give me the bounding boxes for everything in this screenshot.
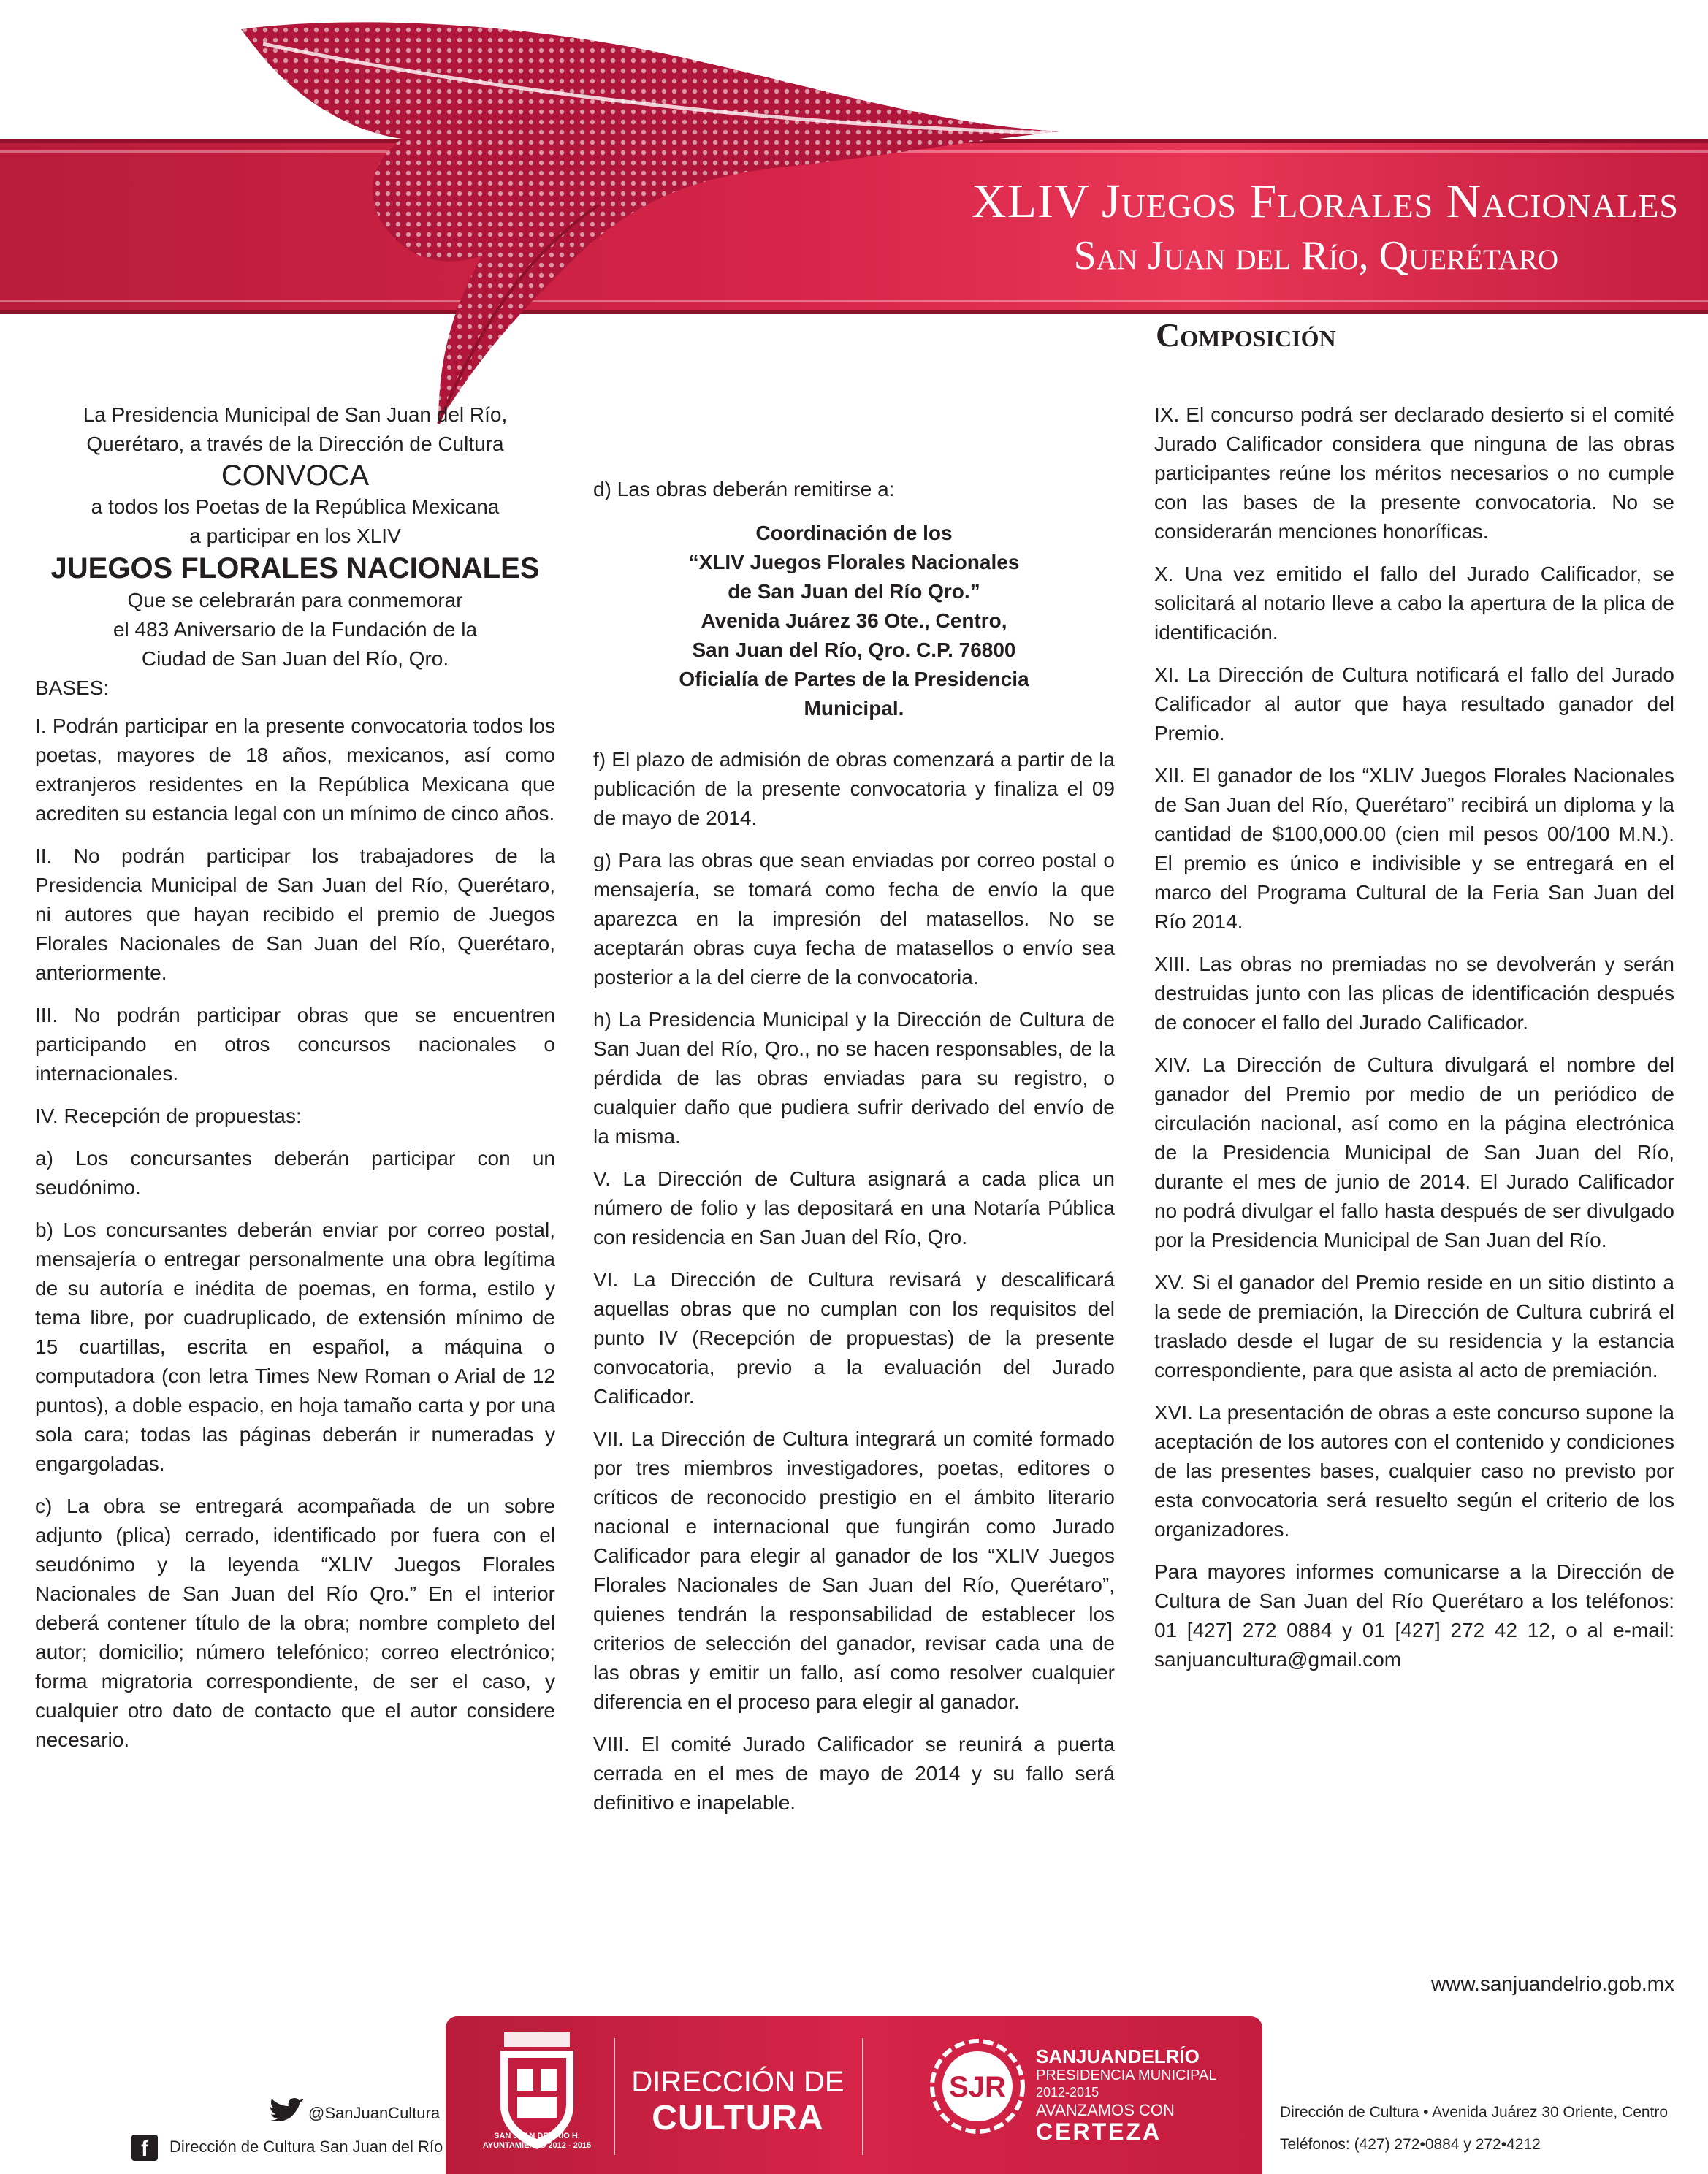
intro-line: el 483 Aniversario de la Fundación de la [113,618,478,641]
website-link[interactable]: www.sanjuandelrio.gob.mx [1430,1972,1674,1995]
twitter-handle[interactable]: @SanJuanCultura [308,2104,441,2122]
rule-paragraph: g) Para las obras que sean enviadas por correo postal o mensajería, se tomará como fecha de envío la que aparezca en la impresión del matasellos. No se aceptarán obras cuya fecha de matasellos o envío sea posterior a la del cierre de la convocatoria. [593,849,1115,988]
intro-line: Ciudad de San Juan del Río, Qro. [141,647,449,670]
footer-address: Dirección de Cultura • Avenida Juárez 30 Oriente, Centro [1280,2104,1669,2121]
rule-paragraph: II. No podrán participar los trabajadores de la Presidencia Municipal de San Juan del Río, Querétaro, ni autores que hayan recibido el premio de Juegos Florales Nacionales de San Juan del Río, Querétaro, anteriormente. [35,844,555,984]
intro-line: a participar en los XLIV [189,525,401,547]
address-line: “XLIV Juegos Florales Nacionales [688,551,1020,573]
column-3 [1154,400,1674,1687]
address-line: Avenida Juárez 36 Ote., Centro, [701,609,1007,632]
convoca-heading: CONVOCA [221,459,370,492]
intro-line: La Presidencia Municipal de San Juan del Río, [83,403,508,426]
sjr-slogan: AVANZAMOS CON [1036,2101,1175,2119]
rule-paragraph: a) Los concursantes deberán participar con un seudónimo. [35,1147,555,1199]
event-title: XLIV Juegos Florales Nacionales [972,175,1679,228]
address-line: de San Juan del Río Qro.” [728,580,980,603]
footer-phones: Teléfonos: (427) 272•0884 y 272•4212 [1280,2136,1541,2153]
rule-paragraph: I. Podrán participar en la presente convocatoria todos los poetas, mayores de 18 años, mexicanos, así como extranjeros residentes en la República Mexicana que acrediten su estancia legal con un mínimo de cinco años. [35,714,555,825]
address-line: Coordinación de los [755,522,953,544]
address-line: Municipal. [804,697,904,720]
event-location: San Juan del Río, Querétaro [1073,233,1558,278]
rule-paragraph: IV. Recepción de propuestas: [35,1105,302,1127]
sjr-subtitle: PRESIDENCIA MUNICIPAL [1036,2067,1217,2083]
sjr-slogan-bold: CERTEZA [1036,2118,1162,2145]
column-2 [593,475,1115,1831]
rule-paragraph: XVI. La presentación de obras a este concurso supone la aceptación de los autores con el contenido y condiciones de las presentes bases, cualquier caso no previsto por esta convocatoria será resuelto según el criterio de los organizadores. [1154,1401,1674,1541]
sjr-initials: SJR [949,2071,1006,2103]
contact-paragraph: Para mayores informes comunicarse a la Dirección de Cultura de San Juan del Río Querétaro a los teléfonos: 01 [427] 272 0884 y 01 [427] 272 42 12, o al e-mail: sanjuancultura@gmail.com [1154,1560,1674,1671]
crest-caption: SAN JUAN DEL RÍO H. AYUNTAMIENTO 2012 - 2015 [482,2132,592,2150]
section-title: Composición [1156,316,1336,354]
address-line: Oficialía de Partes de la Presidencia [679,668,1029,690]
rule-paragraph: XIV. La Dirección de Cultura divulgará el nombre del ganador del Premio por medio de un periódico de circulación nacional, así como en la página electrónica de la Presidencia Municipal de San Juan del Río, durante el mes de junio de 2014. El Jurado Calificador no podrá divulgar el fallo hasta después de ser divulgado por la Presidencia Municipal de San Juan del Río. [1154,1053,1674,1251]
rule-paragraph: h) La Presidencia Municipal y la Dirección de Cultura de San Juan del Río, Qro., no se hacen responsables, de la pérdida de las obras enviadas para su registro, o cualquier daño que pudiera sufrir derivado del envío de la misma. [593,1008,1115,1148]
sjr-name: SANJUANDELRÍO [1036,2045,1200,2067]
rule-paragraph: c) La obra se entregará acompañada de un sobre adjunto (plica) cerrado, identificado por fuera con el seudónimo y la leyenda “XLIV Juegos Florales Nacionales de San Juan del Río Qro.” En el interior deberá contener título de la obra; nombre completo del autor; domicilio; número telefónico; correo electrónico; forma migratoria correspondiente, de ser el caso, y cualquier otro dato de contacto que el autor considere necesario. [35,1495,555,1751]
rule-paragraph: X. Una vez emitido el fallo del Jurado Calificador, se solicitará al notario lleve a cabo la apertura de la plica de identificación. [1154,562,1674,644]
rule-paragraph: XII. El ganador de los “XLIV Juegos Florales Nacionales de San Juan del Río, Querétaro” recibirá un diploma y la cantidad de $100,000.00 (cien mil pesos 00/100 M.N.). El premio es único e indivisible y se entregará en el marco del Programa Cultural de la Feria San Juan del Río 2014. [1154,764,1674,933]
intro-line: Que se celebrarán para conmemorar [127,589,463,611]
rule-paragraph: XIII. Las obras no premiadas no se devolverán y serán destruidas junto con las plicas de identificación después de conocer el fallo del Jurado Calificador. [1154,953,1674,1034]
direccion-label: DIRECCIÓN DE [631,2066,845,2098]
intro-line: a todos los Poetas de la República Mexicana [91,495,500,518]
quill-feather-icon [219,15,1081,438]
event-name-heading: JUEGOS FLORALES NACIONALES [50,552,540,584]
rule-paragraph: VIII. El comité Jurado Calificador se reunirá a puerta cerrada en el mes de mayo de 2014 y su fallo será definitivo e inapelable. [593,1733,1115,1814]
rule-paragraph: VI. La Dirección de Cultura revisará y descalificará aquellas obras que no cumplan con los requisitos del punto IV (Recepción de propuestas) de la presente convocatoria, previo a la evaluación del Jurado Calificador. [593,1268,1115,1408]
cultura-label: CULTURA [652,2099,824,2137]
rule-paragraph: V. La Dirección de Cultura asignará a cada plica un número de folio y las depositará en una Notaría Pública con residencia en San Juan del Río, Qro. [593,1167,1115,1248]
rule-paragraph: b) Los concursantes deberán enviar por correo postal, mensajería o entregar personalmente una obra legítima de su autoría e inédita de poemas, en forma, estilo y tema libre, por cuadruplicado, de extensión mínimo de 15 cuartillas, escrita en español, a máquina o computadora (con letra Times New Roman o Arial de 12 puntos), a doble espacio, en hoja tamaño carta y por una sola cara; todas las páginas deberán ir numeradas y engargoladas. [35,1218,555,1475]
intro-line: Querétaro, a través de la Dirección de Cultura [86,432,504,455]
rule-paragraph: III. No podrán participar obras que se encuentren participando en otros concursos nacionales o internacionales. [35,1004,555,1085]
divider [862,2038,863,2155]
rule-paragraph: d) Las obras deberán remitirse a: [593,478,895,500]
facebook-page[interactable]: Dirección de Cultura San Juan del Río [169,2137,443,2156]
rule-paragraph: IX. El concurso podrá ser declarado desierto si el comité Jurado Calificador considera que ninguna de las obras participantes reúne los méritos necesarios o no cumple con las bases de la presente convocatoria. No se considerarán menciones honoríficas. [1154,403,1674,543]
twitter-icon[interactable] [267,2098,305,2127]
address-line: San Juan del Río, Qro. C.P. 76800 [692,638,1016,661]
divider [614,2038,615,2155]
sjr-years: 2012-2015 [1036,2085,1099,2099]
bases-heading: BASES: [35,676,110,699]
rule-paragraph: VII. La Dirección de Cultura integrará un comité formado por tres miembros investigadores, poetas, editores o críticos de reconocido prestigio en el ámbito literario nacional e internacional que fungirán como Jurado Calificador para elegir al ganador de los “XLIV Juegos Florales Nacionales de San Juan del Río, Querétaro”, quienes tendrán la responsabilidad de establecer los criterios de selección del ganador, revisar cada una de las obras y emitir un fallo, así como resolver cualquier diferencia en el proceso para elegir al ganador. [593,1427,1115,1713]
rule-paragraph: XV. Si el ganador del Premio reside en un sitio distinto a la sede de premiación, la Dirección de Cultura cubrirá el traslado desde el lugar de su residencia y la estancia correspondiente, para que asista al acto de premiación. [1154,1271,1674,1381]
rule-paragraph: XI. La Dirección de Cultura notificará el fallo del Jurado Calificador al autor que haya resultado ganador del Premio. [1154,663,1674,744]
facebook-icon[interactable]: f [131,2135,158,2161]
sjr-logo-icon [929,2038,1026,2135]
column-1 [35,400,555,1768]
rule-paragraph: f) El plazo de admisión de obras comenzará a partir de la publicación de la presente convocatoria y finaliza el 09 de mayo de 2014. [593,748,1115,829]
